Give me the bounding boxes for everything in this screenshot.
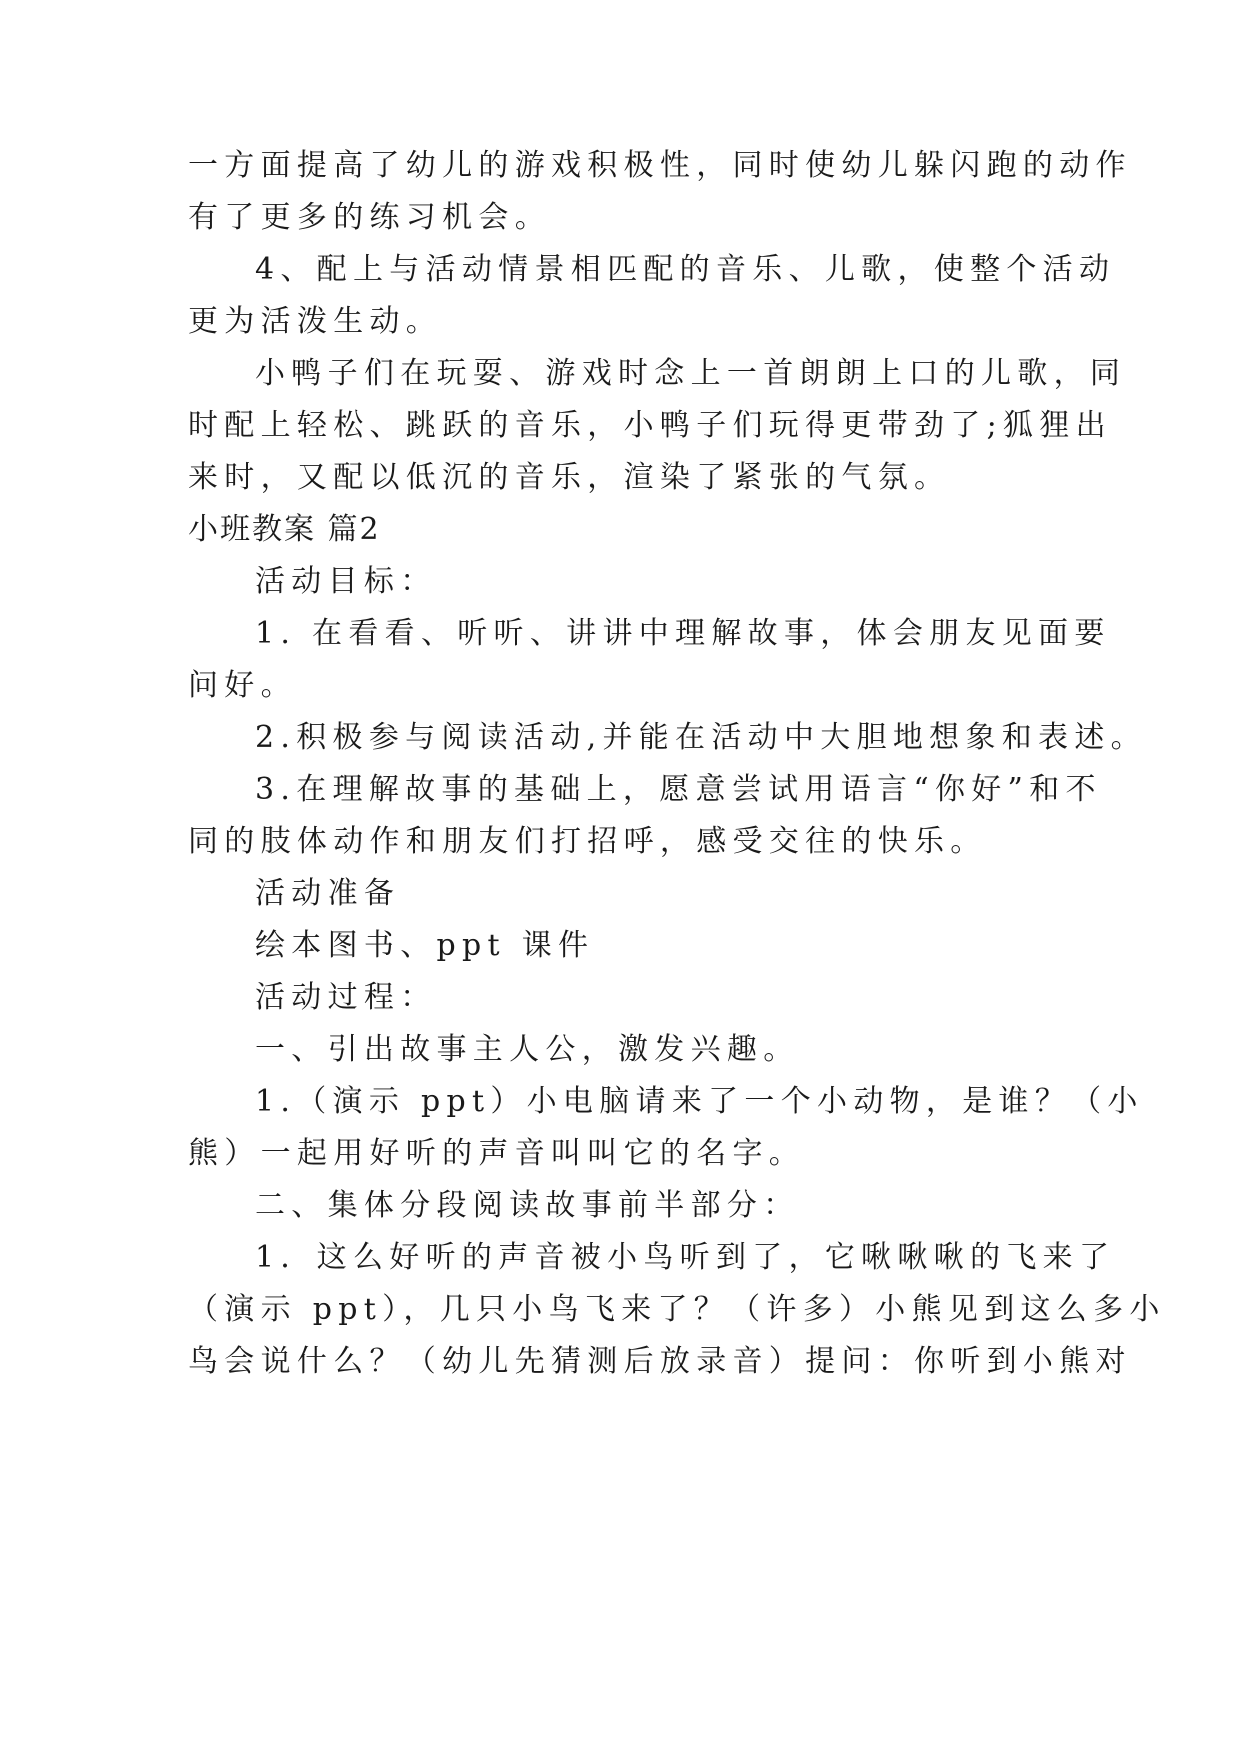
text-line-9: 活动目标： bbox=[255, 564, 437, 599]
text-line-2: 有了更多的练习机会。 bbox=[188, 200, 551, 235]
text-line-13: 3.在理解故事的基础上，愿意尝试用语言“你好”和不 bbox=[255, 772, 1102, 807]
text-line-17: 活动过程： bbox=[255, 980, 437, 1015]
text-line-14: 同的肢体动作和朋友们打招呼，感受交往的快乐。 bbox=[188, 824, 987, 859]
text-line-16: 绘本图书、ppt 课件 bbox=[255, 928, 595, 963]
text-line-18: 一、引出故事主人公，激发兴趣。 bbox=[255, 1032, 800, 1067]
text-line-6: 时配上轻松、跳跃的音乐，小鸭子们玩得更带劲了;狐狸出 bbox=[188, 408, 1112, 443]
text-line-3: 4、配上与活动情景相匹配的音乐、儿歌，使整个活动 bbox=[255, 252, 1116, 287]
text-line-12: 2.积极参与阅读活动,并能在活动中大胆地想象和表述。 bbox=[255, 720, 1147, 755]
text-line-19: 1.（演示 ppt）小电脑请来了一个小动物，是谁？（小 bbox=[255, 1084, 1144, 1119]
text-line-4: 更为活泼生动。 bbox=[188, 304, 443, 339]
text-line-21: 二、集体分段阅读故事前半部分： bbox=[255, 1188, 800, 1223]
text-line-24: 鸟会说什么？（幼儿先猜测后放录音）提问：你听到小熊对 bbox=[188, 1344, 1132, 1379]
text-line-20: 熊）一起用好听的声音叫叫它的名字。 bbox=[188, 1136, 806, 1171]
text-line-10: 1. 在看看、听听、讲讲中理解故事，体会朋友见面要 bbox=[255, 616, 1111, 651]
text-line-11: 问好。 bbox=[188, 668, 297, 703]
section-heading: 小班教案 篇2 bbox=[188, 512, 381, 547]
text-line-22: 1．这么好听的声音被小鸟听到了，它啾啾啾的飞来了 bbox=[255, 1240, 1116, 1275]
text-line-7: 来时，又配以低沉的音乐，渲染了紧张的气氛。 bbox=[188, 460, 951, 495]
text-line-23: （演示 ppt），几只小鸟飞来了？（许多）小熊见到这么多小 bbox=[188, 1292, 1166, 1327]
text-line-5: 小鸭子们在玩耍、游戏时念上一首朗朗上口的儿歌，同 bbox=[255, 356, 1127, 391]
text-line-1: 一方面提高了幼儿的游戏积极性，同时使幼儿躲闪跑的动作 bbox=[188, 148, 1132, 183]
text-line-15: 活动准备 bbox=[255, 876, 401, 911]
